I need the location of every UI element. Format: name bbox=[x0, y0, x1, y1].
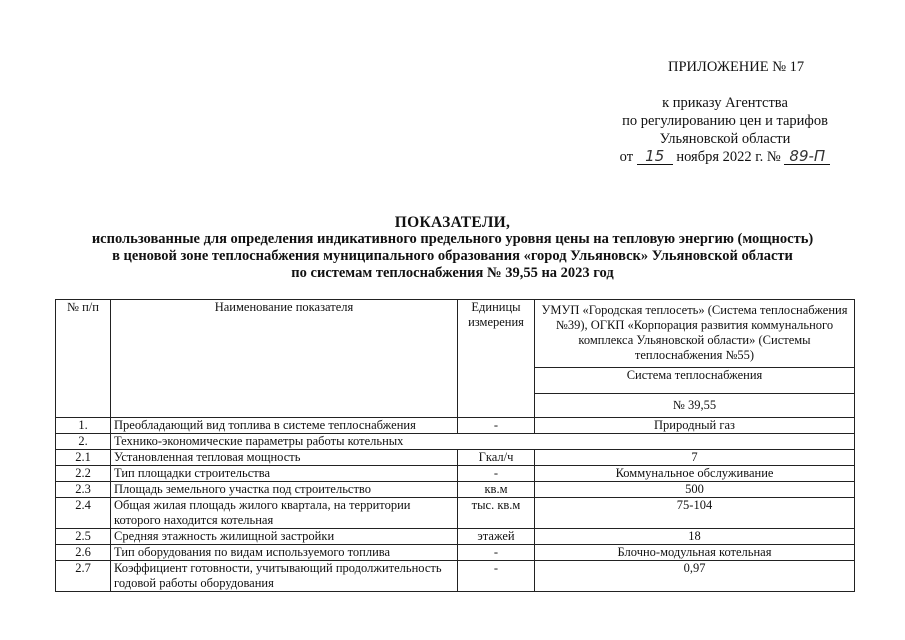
row-name: Общая жилая площадь жилого квартала, на территории которого находится котельная bbox=[111, 498, 458, 529]
row-name: Тип площадки строительства bbox=[111, 466, 458, 482]
appendix-line-2: по регулированию цен и тарифов bbox=[622, 113, 828, 129]
table-row bbox=[56, 418, 855, 434]
order-prefix: от bbox=[619, 149, 634, 165]
table-row bbox=[56, 450, 855, 466]
row-unit: - bbox=[458, 561, 535, 592]
table-row bbox=[56, 529, 855, 545]
row-value: Природный газ bbox=[535, 418, 855, 434]
row-unit: - bbox=[458, 418, 535, 434]
row-name: Средняя этажность жилищной застройки bbox=[111, 529, 458, 545]
appendix-line-1: к приказу Агентства bbox=[662, 95, 788, 111]
row-num: 2.7 bbox=[56, 561, 111, 592]
row-unit: этажей bbox=[458, 529, 535, 545]
header-name: Наименование показателя bbox=[111, 300, 458, 418]
row-value: 500 bbox=[535, 482, 855, 498]
row-num: 2.4 bbox=[56, 498, 111, 529]
row-name: Установленная тепловая мощность bbox=[111, 450, 458, 466]
header-unit: Единицы измерения bbox=[458, 300, 535, 418]
row-value: 75-104 bbox=[535, 498, 855, 529]
row-num: 2.6 bbox=[56, 545, 111, 561]
order-month-year: ноября 2022 г. № bbox=[676, 149, 781, 165]
header-num: № п/п bbox=[56, 300, 111, 418]
heading-title: ПОКАЗАТЕЛИ, bbox=[394, 214, 511, 231]
row-value: 18 bbox=[535, 529, 855, 545]
row-name: Площадь земельного участка под строительство bbox=[111, 482, 458, 498]
row-name: Коэффициент готовности, учитывающий продолжительность годовой работы оборудования bbox=[111, 561, 458, 592]
row-num: 2.1 bbox=[56, 450, 111, 466]
table-row bbox=[56, 561, 855, 592]
row-name: Тип оборудования по видам используемого топлива bbox=[111, 545, 458, 561]
header-system: Система теплоснабжения bbox=[535, 368, 855, 394]
indicators-table bbox=[55, 299, 855, 592]
row-num: 2. bbox=[56, 434, 111, 450]
table-row bbox=[56, 498, 855, 529]
row-name: Технико-экономические параметры работы котельных bbox=[111, 434, 855, 450]
row-name: Преобладающий вид топлива в системе теплоснабжения bbox=[111, 418, 458, 434]
row-value: Блочно-модульная котельная bbox=[535, 545, 855, 561]
header-system-number: № 39,55 bbox=[535, 394, 855, 418]
row-num: 2.3 bbox=[56, 482, 111, 498]
appendix-line-3: Ульяновской области bbox=[659, 131, 791, 147]
row-unit: - bbox=[458, 466, 535, 482]
row-num: 1. bbox=[56, 418, 111, 434]
row-unit: тыс. кв.м bbox=[458, 498, 535, 529]
order-day: 15 bbox=[637, 149, 673, 165]
appendix-title: ПРИЛОЖЕНИЕ № 17 bbox=[668, 59, 805, 75]
table-body bbox=[56, 418, 855, 592]
row-unit: Гкал/ч bbox=[458, 450, 535, 466]
heading-line-4: по системам теплоснабжения № 39,55 на 2023 год bbox=[291, 265, 614, 281]
document-heading bbox=[40, 214, 865, 282]
table-row bbox=[56, 434, 855, 450]
table-row bbox=[56, 482, 855, 498]
row-unit: - bbox=[458, 545, 535, 561]
row-num: 2.2 bbox=[56, 466, 111, 482]
table-row bbox=[56, 545, 855, 561]
table-row bbox=[56, 466, 855, 482]
appendix-block bbox=[600, 58, 850, 166]
order-line bbox=[600, 148, 850, 166]
order-number: 89-П bbox=[784, 149, 830, 165]
row-num: 2.5 bbox=[56, 529, 111, 545]
row-value: 7 bbox=[535, 450, 855, 466]
header-organization: УМУП «Городская теплосеть» (Система теплоснабжения №39), ОГКП «Корпорация развития коммунального комплекса Ульяновской области» (Системы теплоснабжения №55) bbox=[535, 300, 855, 368]
row-value: 0,97 bbox=[535, 561, 855, 592]
row-value: Коммунальное обслуживание bbox=[535, 466, 855, 482]
row-unit: кв.м bbox=[458, 482, 535, 498]
heading-line-3: в ценовой зоне теплоснабжения муниципального образования «город Ульяновск» Ульяновской области bbox=[112, 248, 793, 264]
heading-line-2: использованные для определения индикативного предельного уровня цены на тепловую энергию (мощность) bbox=[91, 231, 814, 247]
